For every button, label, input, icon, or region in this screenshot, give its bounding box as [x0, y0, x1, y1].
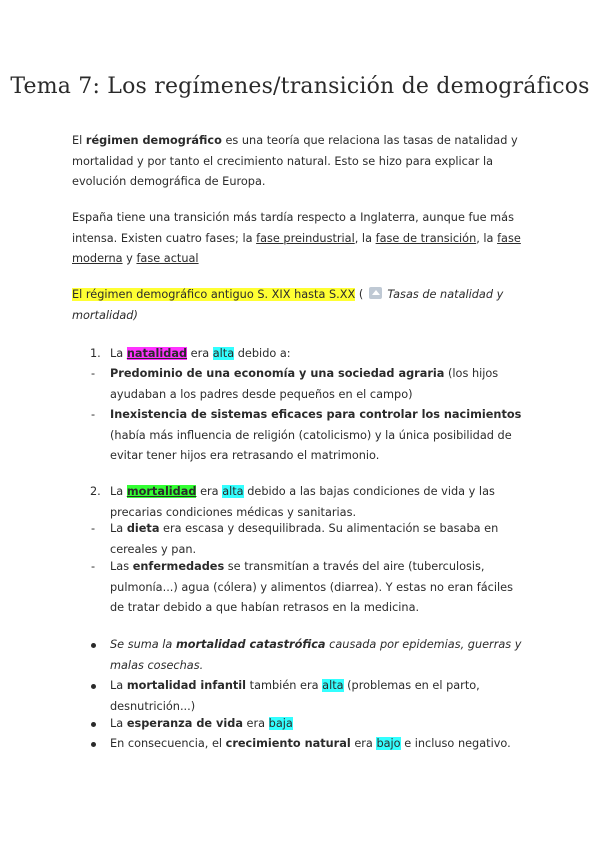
text: Se suma la [110, 638, 176, 651]
text: La [110, 485, 127, 498]
list-item-economia [110, 364, 530, 405]
page-title: Tema 7: Los regímenes/transición de demográficos [10, 74, 590, 99]
bold-text: Inexistencia de sistemas eficaces para controlar los nacimientos [110, 408, 522, 421]
text: La [110, 522, 127, 535]
list-number: 1. [90, 347, 101, 360]
text: era [350, 737, 377, 750]
value-bajo: bajo [376, 737, 401, 750]
text: (había más influencia de religión (catolicismo) y la única posibilidad de evitar tener hijos era retrasando el matrimonio. [110, 428, 512, 462]
text: Las [110, 560, 133, 573]
bold-text: esperanza de vida [126, 717, 243, 730]
paragraph-definition [72, 131, 532, 193]
text: era [196, 485, 223, 498]
bold-text: enfermedades [132, 560, 225, 573]
bold-text: Predominio de una economía y una sociedad agraria [110, 367, 445, 380]
term-natalidad: natalidad [126, 347, 188, 360]
text: , la [476, 231, 498, 245]
bullet-dot [91, 722, 96, 727]
list-item-inexistencia [110, 405, 530, 467]
list-item-mortalidad [110, 482, 530, 523]
text: era [242, 717, 269, 730]
bold-text: crecimiento natural [225, 737, 351, 750]
up-arrow-icon [369, 287, 382, 299]
text: es una teoría que relaciona las tasas de natalidad y mortalidad y por tanto el crecimiento natural. Esto se hizo para explicar la evolución demográfica de Europa. [72, 134, 518, 188]
text: debido a: [234, 347, 291, 360]
text: La [110, 347, 127, 360]
dash-marker: - [91, 560, 96, 573]
bold-text: dieta [126, 522, 160, 535]
section-heading [72, 285, 532, 326]
text: En consecuencia, el [110, 737, 226, 750]
phase-moderna: fase moderna [72, 231, 521, 265]
text: causada por epidemias, guerras y malas cosechas. [110, 638, 522, 672]
bullet-infantil [110, 676, 530, 717]
text: se transmitían a través del aire (tuberculosis, pulmonía...) agua (cólera) y alimentos (diarrea). Y estas no eran fáciles de tratar debido a que habían retrasos en la medicina. [110, 560, 513, 614]
bold-text: mortalidad infantil [126, 679, 247, 692]
text: , la [354, 231, 376, 245]
dash-marker: - [91, 522, 96, 535]
paragraph-spain [72, 208, 532, 270]
list-item-natalidad [110, 344, 530, 365]
text: El [72, 134, 86, 147]
phase-preindustrial: fase preindustrial [256, 231, 355, 245]
dash-marker: - [91, 367, 96, 380]
value-alta: alta [212, 347, 235, 360]
bullet-esperanza [110, 714, 530, 735]
text: España tiene una transición más tardía respecto a Inglaterra, aunque fue más intensa. Existen cuatro fases; la [72, 211, 514, 245]
phase-actual: fase actual [136, 252, 199, 265]
list-item-dieta [110, 519, 530, 560]
bullet-crecimiento [110, 734, 530, 755]
bullet-dot [91, 684, 96, 689]
phase-transicion: fase de transición [375, 231, 477, 245]
term-mortalidad: mortalidad [126, 485, 197, 498]
text: era escasa y desequilibrada. Su alimentación se basaba en cereales y pan. [110, 522, 499, 556]
value-alta: alta [322, 679, 344, 692]
list-number: 2. [90, 485, 101, 498]
text: Tasas de natalidad y mortalidad) [72, 288, 504, 322]
text: era [187, 347, 213, 360]
value-alta: alta [222, 485, 244, 498]
bullet-catastrofica [110, 635, 530, 676]
dash-marker: - [91, 408, 96, 421]
text: debido a las bajas condiciones de vida y las precarias condiciones médicas y sanitarias. [110, 485, 495, 519]
value-baja: baja [268, 717, 293, 730]
text: también era [246, 679, 323, 692]
text: e incluso negativo. [400, 737, 511, 750]
text: (los hijos ayudaban a los padres desde pequeños en el campo) [110, 367, 499, 401]
bullet-dot [91, 643, 96, 648]
list-item-enfermedades [110, 557, 530, 619]
text: La [110, 679, 127, 692]
text: La [110, 717, 127, 730]
bold-text: mortalidad catastrófica [175, 638, 326, 651]
text: (problemas en el parto, desnutrición...) [110, 679, 480, 713]
text: y [122, 252, 137, 265]
term-regimen-demografico: régimen demográfico [85, 134, 222, 147]
highlighted-heading: El régimen demográfico antiguo S. XIX hasta S.XX [72, 288, 356, 301]
text: ( [355, 288, 367, 301]
bullet-dot [91, 742, 96, 747]
